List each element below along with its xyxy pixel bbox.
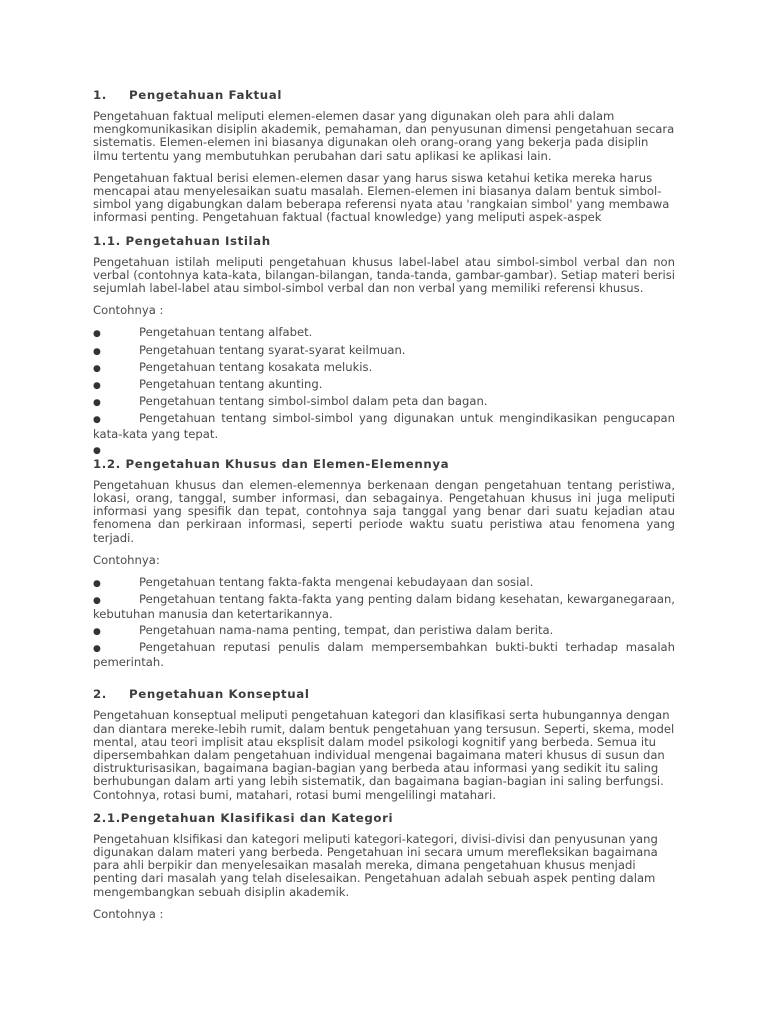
bullet-icon: ● bbox=[93, 643, 101, 654]
section-2-paragraph: Pengetahuan konseptual meliputi pengetahuan kategori dan klasifikasi serta hubungannya dengan dan diantara mereke-lebih rumit, dalam bentuk pengetahuan yang tersusun. Seperti, skema, model mental, atau teori implisit atau eksplisit dalam model psikologi kognitif yang berbeda. Semua itu dipersembahkan dalam pengetahuan individual mengenai bagaimana materi khusus di susun dan distrukturisasikan, bagaimana bagian-bagian yang berbeda atau informasi yang sedikit itu saling berhubungan dalam arti yang lebih sistematik, dan bagaimana bagian-bagian ini saling berfungsi. Contohnya, rotasi bumi, matahari, rotasi bumi mengelilingi matahari. bbox=[93, 708, 675, 802]
section-1-2-list bbox=[93, 576, 675, 669]
section-1-2-heading: 1.2. Pengetahuan Khusus dan Elemen-Elemennya bbox=[93, 456, 450, 471]
list-item: ● Pengetahuan tentang kosakata melukis. bbox=[93, 361, 675, 376]
section-1-1-example-label: Contohnya : bbox=[93, 303, 164, 318]
section-1-1-paragraph: Pengetahuan istilah meliputi pengetahuan khusus label-label atau simbol-simbol verbal dan non verbal (contohnya kata-kata, bilangan-bilangan, tanda-tanda, gambar-gambar). Setiap materi berisi sejumlah label-label atau simbol-simbol verbal dan non verbal yang memiliki referensi khusus. bbox=[93, 254, 675, 296]
section-1-2-example-label: Contohnya: bbox=[93, 552, 160, 567]
bullet-icon: ● bbox=[93, 445, 101, 456]
section-1-paragraph-1: Pengetahuan faktual meliputi elemen-elemen dasar yang digunakan oleh para ahli dalam mengkomunikasikan disiplin akademik, pemahaman, dan penyusunan dimensi pengetahuan secara sistematis. Elemen-elemen ini biasanya digunakan oleh orang-orang yang bekerja pada disiplin ilmu tertentu yang membutuhkan perubahan dari satu aplikasi ke aplikasi lain. bbox=[93, 109, 675, 163]
list-item: ● Pengetahuan tentang simbol-simbol dalam peta dan bagan. bbox=[93, 395, 675, 410]
list-item-empty bbox=[93, 443, 675, 456]
section-1-number: 1. bbox=[93, 88, 107, 102]
section-1-1-heading: 1.1. Pengetahuan Istilah bbox=[93, 233, 271, 248]
bullet-icon: ● bbox=[93, 363, 101, 374]
section-2-heading bbox=[93, 687, 675, 701]
list-item: ● Pengetahuan reputasi penulis dalam mempersembahkan bukti-bukti terhadap masalah pemerintah. bbox=[93, 639, 675, 670]
section-1-1-list bbox=[93, 325, 675, 456]
section-1-2-paragraph: Pengetahuan khusus dan elemen-elemennya berkenaan dengan pengetahuan tentang peristiwa, lokasi, orang, tanggal, sumber informasi, dan sebagainya. Pengetahuan khusus ini juga meliputi informasi yang spesifik dan tepat, contohnya saja tanggal yang benar dari suatu kejadian atau fenomena dan perkiraan informasi, seperti periode waktu suatu peristiwa atau fenomena yang terjadi. bbox=[93, 477, 675, 545]
bullet-icon: ● bbox=[93, 398, 101, 409]
section-1-title: Pengetahuan Faktual bbox=[129, 88, 282, 102]
spacer bbox=[93, 673, 675, 687]
section-2-1-heading: 2.1.Pengetahuan Klasifikasi dan Kategori bbox=[93, 810, 394, 825]
section-2-1-paragraph: Pengetahuan klsifikasi dan kategori meliputi kategori-kategori, divisi-divisi dan penyusunan yang digunakan dalam materi yang berbeda. Pengetahuan ini secara umum merefleksikan bagaimana para ahli berpikir dan menyelesaikan masalah mereka, dimana pengetahuan khusus menjadi penting dari masalah yang telah diselesaikan. Pengetahuan adalah sebuah aspek penting dalam mengembangkan sebuah disiplin akademik. bbox=[93, 831, 658, 899]
bullet-icon: ● bbox=[93, 626, 101, 637]
bullet-icon: ● bbox=[93, 381, 101, 392]
bullet-icon: ● bbox=[93, 346, 101, 357]
bullet-icon: ● bbox=[93, 579, 101, 590]
list-item: ● Pengetahuan tentang fakta-fakta mengenai kebudayaan dan sosial. bbox=[93, 576, 675, 591]
list-item: ● Pengetahuan tentang fakta-fakta yang penting dalam bidang kesehatan, kewarganegaraan, kebutuhan manusia dan ketertarikannya. bbox=[93, 592, 675, 622]
bullet-icon: ● bbox=[93, 329, 101, 340]
list-item: ● Pengetahuan tentang syarat-syarat keilmuan. bbox=[93, 344, 675, 359]
section-1-heading bbox=[93, 88, 675, 102]
list-item: ● Pengetahuan nama-nama penting, tempat, dan peristiwa dalam berita. bbox=[93, 624, 675, 639]
section-2-1-example-label: Contohnya : bbox=[93, 906, 164, 921]
list-item: ● Pengetahuan tentang simbol-simbol yang digunakan untuk mengindikasikan pengucapan kata-kata yang tepat. bbox=[93, 411, 675, 441]
bullet-icon: ● bbox=[93, 415, 101, 426]
bullet-icon: ● bbox=[93, 596, 101, 607]
section-1-paragraph-2: Pengetahuan faktual berisi elemen-elemen dasar yang harus siswa ketahui ketika mereka harus mencapai atau menyelesaikan suatu masalah. Elemen-elemen ini biasanya dalam bentuk simbol-simbol yang digabungkan dalam beberapa referensi nyata atau 'rangkaian simbol' yang membawa informasi penting. Pengetahuan faktual (factual knowledge) yang meliputi aspek-aspek bbox=[93, 170, 670, 225]
list-item: ● Pengetahuan tentang akunting. bbox=[93, 378, 675, 393]
section-2-number: 2. bbox=[93, 687, 107, 702]
section-2-title: Pengetahuan Konseptual bbox=[129, 687, 310, 702]
list-item: ● Pengetahuan tentang alfabet. bbox=[93, 326, 675, 341]
